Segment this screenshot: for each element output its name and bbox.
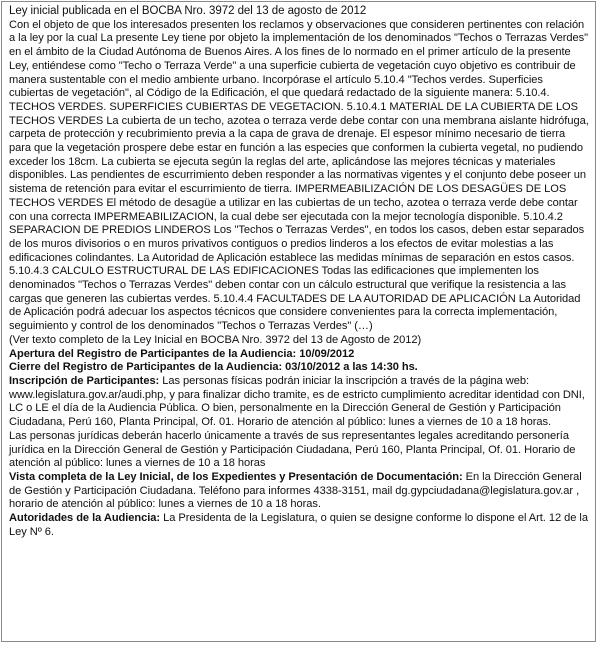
document-frame [1, 1, 596, 642]
document-text [9, 5, 589, 539]
registry-opening-label: Apertura del Registro de Participantes de la Audiencia: [9, 347, 297, 360]
consultation-label: Vista completa de la Ley Inicial, de los Expedientes y Presentación de Documentación: [9, 470, 463, 483]
registry-opening-date: 10/09/2012 [296, 347, 355, 360]
consultation-text: En la Dirección General de Gestión y Participación Ciudadana. Teléfono para informes 4338-3151, mail dg.gypciudadana@legislatura.gov.ar , horario de atención al público: lunes a viernes de 10 a 18 horas. [9, 470, 582, 511]
registry-closing [9, 361, 589, 375]
registry-closing-date: 03/10/2012 a las 14:30 hs. [282, 361, 418, 374]
full-text-note: (Ver texto completo de la Ley Inicial en BOCBA Nro. 3972 del 13 de Agosto de 2012) [9, 333, 422, 346]
legal-persons-paragraph: Las personas jurídicas deberán hacerlo únicamente a través de sus representantes legales acreditando personería jurídica en la Dirección General de Gestión y Participación Ciudadana, Perú 160, Planta Principal, Of. 01. Horario de atención al público: lunes a viernes de 10 a 18 horas [9, 429, 576, 470]
consultation-paragraph [9, 471, 589, 512]
participant-registration-text: Las personas físicas podrán iniciar la inscripción a través de la página web: www.legislatura.gov.ar/audi.php, y para finalizar dicho tramite, es de estricto cumplimiento acreditar identidad con DNI, LC o LE el día de la Audiencia Pública. O bien, personalmente en la Dirección General de Gestión y Participación Ciudadana, Perú 160, Planta Principal, Of. 01. Horario de atención al público: lunes a viernes de 10 a 18 horas. [9, 374, 585, 429]
authorities-paragraph [9, 512, 589, 539]
document-body: Con el objeto de que los interesados presenten los reclamos y observaciones que consideren pertinentes con relación a la ley por la cual La presente Ley tiene por objeto la implementación de los denominados "Techos o Terrazas Verdes" en el ámbito de la Ciudad Autónoma de Buenos Aires. A los fines de lo normado en el primer artículo de la presente Ley, entiéndese como "Techo o Terraza Verde" a una superficie cubierta de vegetación cuyo objetivo es contribuir de manera sustentable con el medio ambiente urbano. Incorpórase el artículo 5.10.4 "Techos verdes. Superficies cubiertas de vegetación", al Código de la Edificación, el que quedará redactado de la siguiente manera: 5.10.4. TECHOS VERDES. SUPERFICIES CUBIERTAS DE VEGETACION. 5.10.4.1 MATERIAL DE LA CUBIERTA DE LOS TECHOS VERDES La cubierta de un techo, azotea o terraza verde debe contar con una membrana aislante hidrófuga, carpeta de protección y recubrimiento previa a la capa de grava de drenaje. El espesor mínimo necesario de tierra para que la vegetación prospere debe estar en función a las especies que conformen la cubierta vegetal, no pudiendo exceder los 18cm. La cubierta se ejecuta según la reglas del arte, aplicándose las mejores técnicas y materiales disponibles. Las pendientes de escurrimiento deben responder a las normativas vigentes y el conjunto debe poseer un sistema de retención para evitar el escurrimiento de tierra. IMPERMEABILIZACIÓN DE LOS DESAGÜES DE LOS TECHOS VERDES El método de desagüe a utilizar en las cubiertas de un techo, azotea o terraza verde debe contar con una correcta IMPERMEABILIZACION, la cual debe ser ejecutada con la mejor tecnología disponible. 5.10.4.2 SEPARACION DE PREDIOS LINDEROS Los "Techos o Terrazas Verdes", en todos los casos, deben estar separados de los muros divisorios o en muros privativos contiguos o predios linderos a los efectos de evitar molestias a las edificaciones colindantes. La Autoridad de Aplicación establece las medidas mínimas de separación en estos casos. 5.10.4.3 CALCULO ESTRUCTURAL DE LAS EDIFICACIONES Todas las edificaciones que implementen los denominados "Techos o Terrazas Verdes" deben contar con un cálculo estructural que verifique la resistencia a las cargas que generen las cubiertas verdes. 5.10.4.4 FACULTADES DE LA AUTORIDAD DE APLICACIÓN La Autoridad de Aplicación podrá adecuar los aspectos técnicos que considere convenientes para la correcta implementación, seguimiento y control de los denominados "Techos o Terrazas Verdes" (…) [9, 18, 589, 333]
document-header: Ley inicial publicada en el BOCBA Nro. 3972 del 13 de agosto de 2012 [9, 5, 367, 17]
registry-closing-label: Cierre del Registro de Participantes de la Audiencia: [9, 361, 283, 374]
authorities-label: Autoridades de la Audiencia: [9, 512, 161, 525]
authorities-text: La Presidenta de la Legislatura, o quien se designe conforme lo dispone el Art. 12 de la Ley Nº 6. [9, 512, 588, 538]
registry-opening [9, 348, 589, 362]
participant-registration [9, 375, 589, 430]
participant-registration-label: Inscripción de Participantes: [9, 374, 160, 387]
